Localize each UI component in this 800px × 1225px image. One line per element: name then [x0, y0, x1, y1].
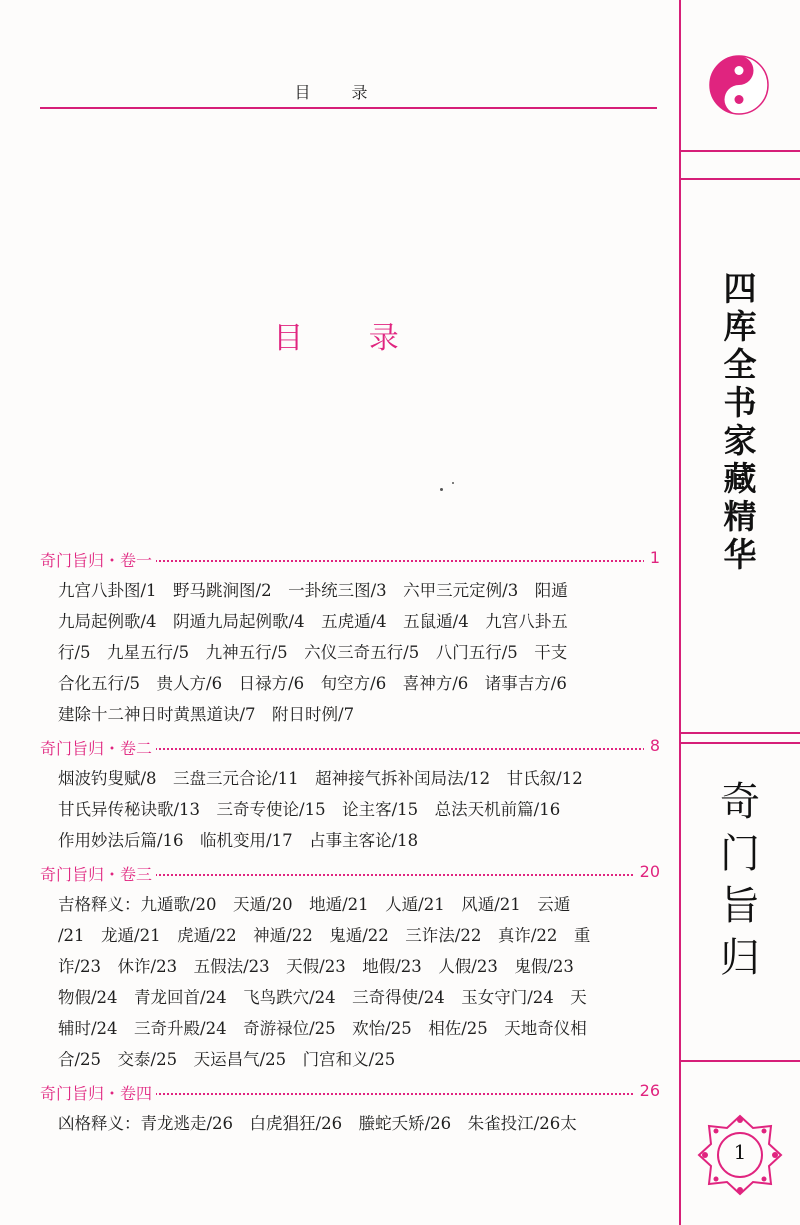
toc-volume-2 [40, 736, 660, 856]
volume-entries [40, 763, 660, 856]
page-number: 1 [733, 1140, 747, 1164]
volume-title: 奇门旨归・卷一 [40, 548, 156, 571]
sidebar-rule [679, 732, 800, 734]
entry-line: 物假/24 青龙回首/24 飞鸟跌穴/24 三奇得使/24 玉女守门/24 天 [58, 988, 587, 1007]
entry-line: 九宫八卦图/1 野马跳涧图/2 一卦统三图/3 六甲三元定例/3 阳遁 [58, 581, 568, 600]
book-title-char: 归 [720, 935, 760, 981]
series-char: 书 [723, 383, 757, 422]
entry-line: 诈/23 休诈/23 五假法/23 天假/23 地假/23 人假/23 鬼假/23 [58, 957, 574, 976]
entry-line: 合/25 交泰/25 天运昌气/25 门宫和义/25 [58, 1050, 396, 1069]
table-of-contents [40, 548, 660, 1145]
entry-line: 作用妙法后篇/16 临机变用/17 占事主客论/18 [58, 831, 419, 850]
volume-page: 8 [644, 736, 660, 755]
volume-title: 奇门旨归・卷二 [40, 736, 156, 759]
sidebar-border [679, 0, 681, 1225]
series-char: 华 [723, 535, 757, 574]
volume-page: 1 [644, 548, 660, 567]
volume-page: 26 [634, 1081, 660, 1100]
toc-volume-4 [40, 1081, 660, 1139]
sidebar-rule [679, 178, 800, 180]
volume-entries [40, 1108, 660, 1139]
volume-entries [40, 575, 660, 730]
entry-line: 吉格释义：九遁歌/20 天遁/20 地遁/21 人遁/21 风遁/21 云遁 [58, 895, 571, 914]
print-speck [452, 482, 454, 484]
sidebar-rule [679, 1060, 800, 1062]
entry-line: 九局起例歌/4 阴遁九局起例歌/4 五虎遁/4 五鼠遁/4 九宫八卦五 [58, 612, 568, 631]
entry-line: 合化五行/5 贵人方/6 日禄方/6 旬空方/6 喜神方/6 诸事吉方/6 [58, 674, 567, 693]
entry-line: 甘氏异传秘诀歌/13 三奇专使论/15 论主客/15 总法天机前篇/16 [58, 800, 561, 819]
toc-volume-3 [40, 862, 660, 1075]
volume-title: 奇门旨归・卷三 [40, 862, 156, 885]
entry-line: /21 龙遁/21 虎遁/22 神遁/22 鬼遁/22 三诈法/22 真诈/22 重 [58, 926, 591, 945]
entry-line: 辅时/24 三奇升殿/24 奇游禄位/25 欢怡/25 相佐/25 天地奇仪相 [58, 1019, 587, 1038]
series-char: 家 [723, 421, 757, 460]
toc-volume-1 [40, 548, 660, 730]
book-title-char: 奇 [720, 779, 760, 825]
print-speck [440, 488, 443, 491]
series-title [718, 270, 762, 574]
volume-title: 奇门旨归・卷四 [40, 1081, 156, 1104]
sidebar-rule [679, 150, 800, 152]
entry-line: 行/5 九星五行/5 九神五行/5 六仪三奇五行/5 八门五行/5 干支 [58, 643, 568, 662]
running-header: 目 录 [294, 83, 386, 102]
volume-heading[interactable] [40, 1081, 660, 1103]
series-char: 精 [723, 497, 757, 536]
sidebar-rule [679, 742, 800, 744]
entry-line: 建除十二神日时黄黑道诀/7 附日时例/7 [58, 705, 355, 724]
book-title-char: 门 [720, 831, 760, 877]
series-char: 全 [723, 345, 757, 384]
header-rule [40, 107, 657, 109]
entry-line: 烟波钓叟赋/8 三盘三元合论/11 超神接气拆补闰局法/12 甘氏叙/12 [58, 769, 583, 788]
series-char: 四 [723, 269, 757, 308]
book-title-char: 旨 [720, 883, 760, 929]
volume-heading[interactable] [40, 862, 660, 884]
series-char: 藏 [723, 459, 757, 498]
taiji-icon [708, 54, 770, 116]
volume-page: 20 [634, 862, 660, 881]
page-title: 目 录 [273, 321, 427, 356]
volume-entries [40, 889, 660, 1075]
entry-line: 凶格释义：青龙逃走/26 白虎猖狂/26 螣蛇夭矫/26 朱雀投江/26太 [58, 1114, 577, 1133]
volume-heading[interactable] [40, 548, 660, 570]
series-char: 库 [723, 307, 757, 346]
volume-heading[interactable] [40, 736, 660, 758]
book-title [712, 776, 768, 984]
